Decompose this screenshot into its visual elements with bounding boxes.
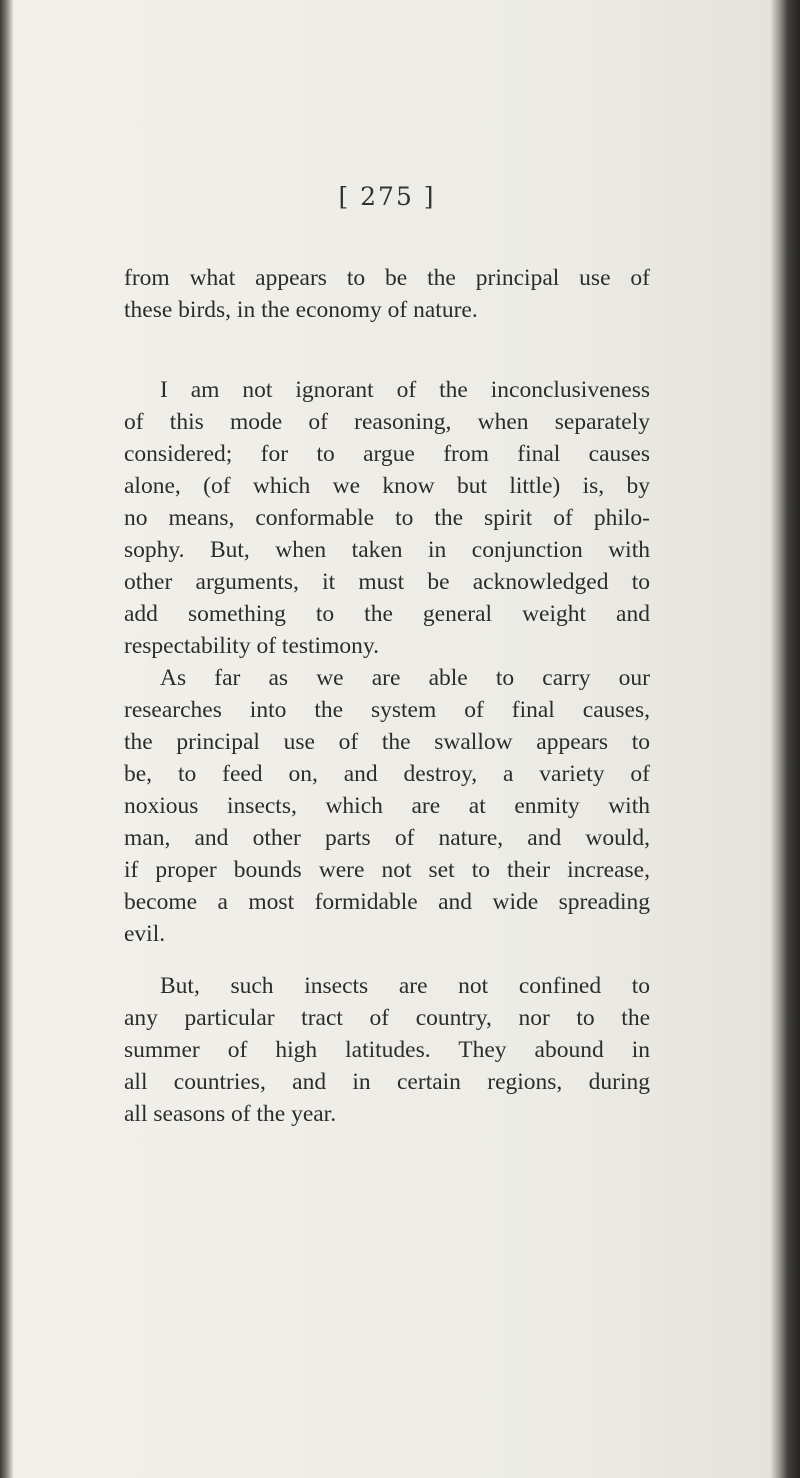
binding-shadow <box>0 0 14 1478</box>
text-line: no means, conformable to the spirit of philo- <box>124 505 650 531</box>
paragraph-4 <box>124 970 650 1130</box>
text-line: be, to feed on, and destroy, a variety of <box>124 761 650 787</box>
text-line: all seasons of the year. <box>124 1101 337 1127</box>
text-line: man, and other parts of nature, and would, <box>124 825 650 851</box>
paragraph-3 <box>124 662 650 950</box>
text-line: from what appears to be the principal use of <box>124 265 650 291</box>
text-line: noxious insects, which are at enmity with <box>124 793 650 819</box>
page-edge <box>770 0 800 1478</box>
text-line: if proper bounds were not set to their increase, <box>124 857 650 883</box>
text-line: other arguments, it must be acknowledged to <box>124 569 650 595</box>
text-line: evil. <box>124 921 166 947</box>
text-line: As far as we are able to carry our <box>160 665 650 691</box>
text-line: the principal use of the swallow appears to <box>124 729 650 755</box>
text-line: summer of high latitudes. They abound in <box>124 1037 650 1063</box>
text-line: respectability of testimony. <box>124 633 379 659</box>
text-line: sophy. But, when taken in conjunction with <box>124 537 650 563</box>
text-line: add something to the general weight and <box>124 601 650 627</box>
text-line: alone, (of which we know but little) is, by <box>124 473 650 499</box>
text-line: all countries, and in certain regions, during <box>124 1069 650 1095</box>
text-line: But, such insects are not confined to <box>160 973 650 999</box>
text-line: any particular tract of country, nor to the <box>124 1005 650 1031</box>
text-line: researches into the system of final causes, <box>124 697 650 723</box>
paragraph-2 <box>124 374 650 662</box>
text-line: become a most formidable and wide spreading <box>124 889 650 915</box>
text-line: I am not ignorant of the inconclusiveness <box>160 377 650 403</box>
text-line: of this mode of reasoning, when separately <box>124 409 650 435</box>
page-number: [ 275 ] <box>338 182 436 211</box>
paragraph-1 <box>124 262 650 326</box>
text-line: these birds, in the economy of nature. <box>124 297 478 323</box>
text-line: considered; for to argue from final causes <box>124 441 650 467</box>
